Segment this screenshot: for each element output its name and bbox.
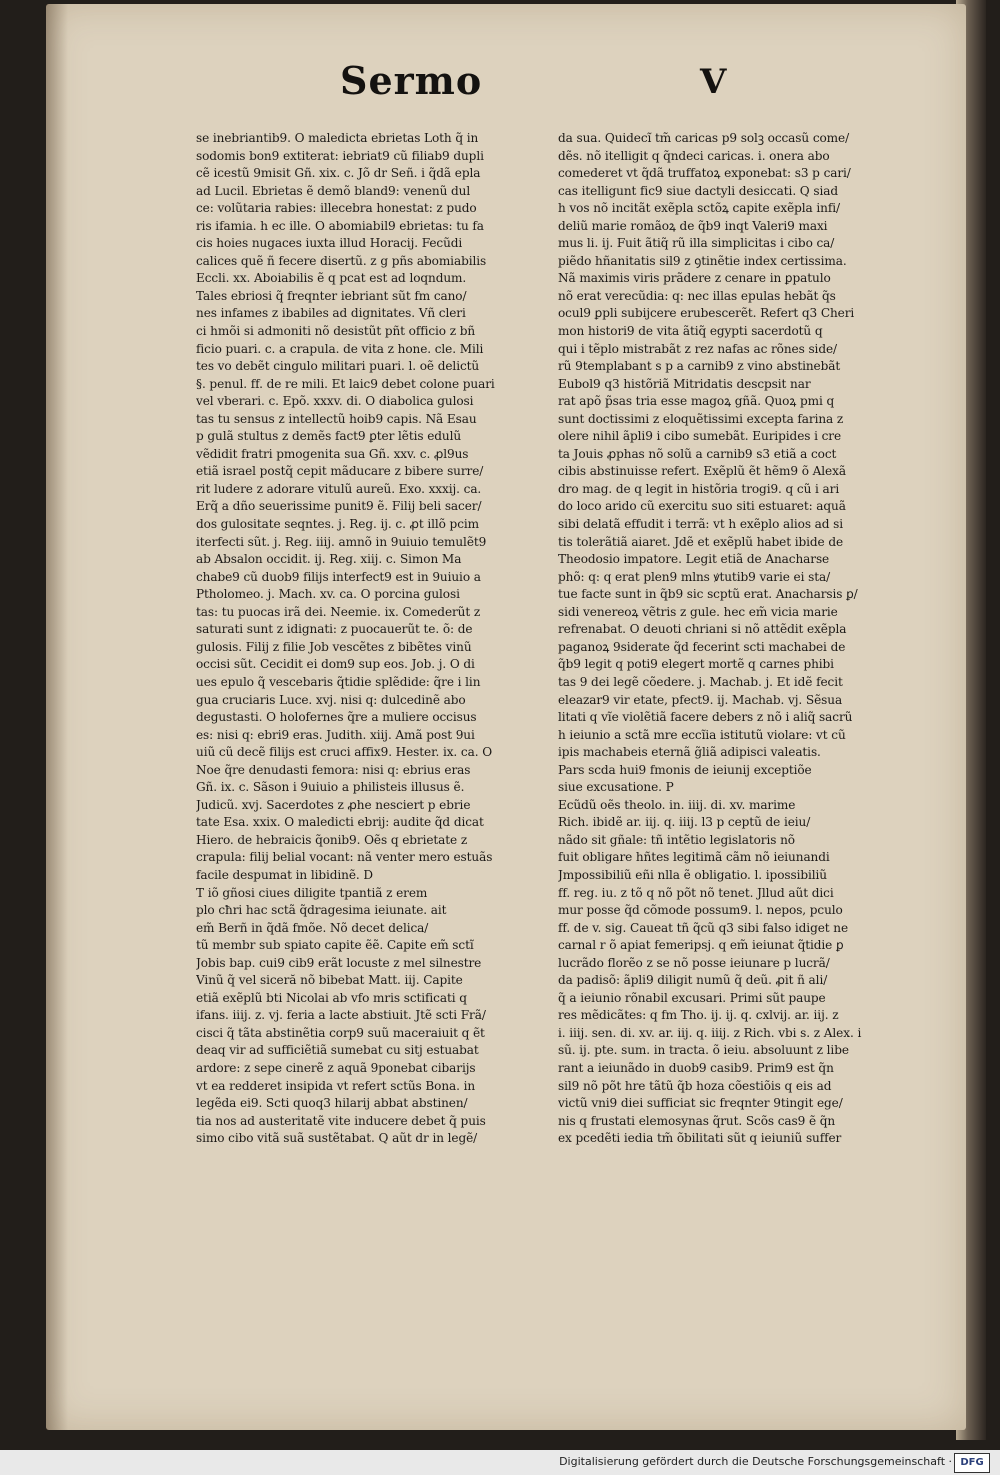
text-line: ues epulo q̃ vescebaris q̃tidie splẽdide: q̃re i lin xyxy=(196,674,481,689)
binding-shadow xyxy=(46,4,68,1430)
text-line: nõ erat verecũdia: q: nec illas epulas hebãt q̃s xyxy=(558,288,836,303)
text-line: ocul9 ꝑpli subijcere erubescerẽt. Refert q3 Cheri xyxy=(558,306,855,321)
text-line: sodomis bon9 extiterat: iebriat9 cũ filiab9 dupli xyxy=(196,148,484,163)
text-line: ab Absalon occidit. ij. Reg. xiij. c. Simon Ma xyxy=(196,552,462,567)
text-line: dẽs. nõ itelligit q q̃ndeci caricas. i. onera abo xyxy=(558,148,830,163)
text-line: uiũ cũ decẽ filijs est cruci affix9. Hester. ix. ca. O xyxy=(196,745,493,760)
text-line: tes vo debẽt cingulo militari puari. l. oẽ delictũ xyxy=(196,359,480,374)
text-line: tas tu sensus z intellectũ hoib9 capis. Nã Esau xyxy=(196,411,477,426)
text-line: Ecũdũ oẽs theolo. in. iiij. di. xv. marime xyxy=(558,797,796,812)
text-line: vt ea redderet insipida vt refert sctũs Bona. in xyxy=(196,1078,476,1093)
text-line: nis q frustati elemosynas q̃rut. Scõs cas9 ẽ q̃n xyxy=(558,1113,836,1128)
text-line: nes infames z ibabiles ad dignitates. Vñ cleri xyxy=(196,306,466,321)
text-line: ad Lucil. Ebrietas ẽ demõ bland9: venenũ dul xyxy=(196,183,471,198)
running-header xyxy=(340,58,760,108)
text-line: es: nisi q: ebri9 eras. Judith. xiij. Amã post 9ui xyxy=(196,727,475,742)
text-line: p gulã stultus z demẽs fact9 ꝑter lẽtis edulũ xyxy=(196,429,462,444)
text-line: eleazar9 vir etate, pfect9. ij. Machab. vj. Sẽsua xyxy=(558,692,843,707)
text-line: cẽ icestũ 9misit Gñ. xix. c. Jõ dr Señ. i q̃dã epla xyxy=(196,166,481,181)
text-line: Eubol9 q3 histõriã Mitridatis descpsit nar xyxy=(558,376,811,391)
text-line: §. penul. ff. de re mili. Et laic9 debet colone puari xyxy=(196,376,495,391)
text-line: olere nihil ãpli9 i cibo sumebãt. Euripides i cre xyxy=(558,429,842,444)
text-line: deliũ marie romãoꝝ de q̃b9 inqt Valeri9 maxi xyxy=(558,218,828,233)
text-line: Pars scda hui9 fmonis de ieiunij exceptiõe xyxy=(558,762,812,777)
text-line: refrenabat. O deuoti chriani si nõ attẽdit exẽpla xyxy=(558,622,847,637)
header-title: Sermo xyxy=(340,58,483,103)
digitization-footer xyxy=(0,1450,1000,1475)
text-line: phõ: q: q erat plen9 mlns ꝟtutib9 varie ei sta/ xyxy=(558,569,831,584)
text-line: tue facte sunt in q̃b9 sic scptũ erat. Anacharsis ꝑ/ xyxy=(558,587,858,602)
text-line: qui i tẽplo mistrabãt z rez nafas ac rõnes side/ xyxy=(558,341,837,356)
text-line: tis tolerãtiã aiaret. Jdẽ et exẽplũ habet ibide de xyxy=(558,534,844,549)
text-line: deaq vir ad sufficiẽtiã sumebat cu sitj estuabat xyxy=(196,1043,479,1058)
text-line: q̃ a ieiunio rõnabil excusari. Primi sũt paupe xyxy=(558,990,826,1005)
text-line: nãdo sit gñale: tñ intẽtio legislatoris nõ xyxy=(558,832,795,847)
text-line: tate Esa. xxix. O maledicti ebrij: audite q̃d dicat xyxy=(196,815,484,830)
text-line: tas 9 dei legẽ cõedere. j. Machab. j. Et idẽ fecit xyxy=(558,674,843,689)
text-line: da padisõ: ãpli9 diligit numũ q̃ deũ. ꝓit ñ ali/ xyxy=(558,973,828,988)
text-line: ifans. iiij. z. vj. feria a lacte abstiuit. Jtẽ scti Frã/ xyxy=(196,1008,486,1023)
text-line: ardore: z sepe cinerẽ z aquã 9ponebat cibarijs xyxy=(196,1060,476,1075)
text-line: Vinũ q̃ vel siceră nõ bibebat Matt. iij. Capite xyxy=(196,973,463,988)
text-line: ce: volũtaria rabies: illecebra honestat: z pudo xyxy=(196,201,477,216)
text-line: mon histori9 de vita ãtiq̃ egypti sacerdotũ q xyxy=(558,324,823,339)
text-line: dro mag. de q legit in histõria trogi9. q cũ i ari xyxy=(558,481,840,496)
text-line: Ptholomeo. j. Mach. xv. ca. O porcina gulosi xyxy=(196,587,460,602)
text-line: litati q vĩe violẽtiã facere debers z nõ i aliq̃ sacrũ xyxy=(558,710,853,725)
text-line: Nã maximis viris prãdere z cenare in ꝑpatulo xyxy=(558,271,831,286)
text-line: i. iiij. sen. di. xv. ar. iij. q. iiij. z Rich. vbi s. z Alex. i xyxy=(558,1025,862,1040)
text-line: degustasti. O holofernes q̃re a muliere occisus xyxy=(196,710,477,725)
text-line: cas itelligunt fic9 siue dactyli desiccati. Q siad xyxy=(558,183,838,198)
text-line: chabe9 cũ duob9 filijs interfect9 est in 9uiuio a xyxy=(196,569,481,584)
text-line: h ieiunio a sctã mre eccĩia istitutũ violare: vt cũ xyxy=(558,727,846,742)
header-sermon-number: V xyxy=(700,62,727,102)
text-line: plo cħri hac sctã q̃dragesima ieiunate. ait xyxy=(196,903,447,918)
text-line: paganoꝝ 9siderate q̃d fecerint scti machabei de xyxy=(558,639,846,654)
text-line: cisci q̃ tãta abstinẽtia corp9 suũ maceraiuit q ẽt xyxy=(196,1025,485,1040)
text-line: mur posse q̃d cõmode possum9. l. nepos, pculo xyxy=(558,903,843,918)
text-line: dos gulositate seqntes. j. Reg. ij. c. ꝓt illõ pcim xyxy=(196,517,480,532)
text-line: mus li. ij. Fuit ãtiq̃ rũ illa simplicitas i cibo ca/ xyxy=(558,236,835,251)
text-line: Judicũ. xvj. Sacerdotes z ꝓhe nesciert p ebrie xyxy=(196,797,471,812)
text-line: fuit obligare hñtes legitimã cãm nõ ieiunandi xyxy=(558,850,830,865)
text-line: ficio puari. c. a crapula. de vita z hone. cle. Mili xyxy=(196,341,484,356)
text-line: vel vberari. c. Epõ. xxxv. di. O diabolica gulosi xyxy=(196,394,474,409)
text-line: ex pcedẽti iedia tm̃ õbilitati sũt q ieiuniũ suffer xyxy=(558,1131,842,1146)
text-line: tia nos ad austeritatẽ vite inducere debet q̃ puis xyxy=(196,1113,486,1128)
text-line: simo cibo vitã suã sustẽtabat. Q aũt dr in legẽ/ xyxy=(196,1131,478,1146)
text-line: rũ 9templabant s p a carnib9 z vino abstinebãt xyxy=(558,359,841,374)
text-line: gulosis. Filij z filie Job vescẽtes z bibẽtes vinũ xyxy=(196,639,472,654)
text-line: comederet vt q̃dã truffatoꝝ exponebat: s3 p cari/ xyxy=(558,166,851,181)
text-line: se inebriantib9. O maledicta ebrietas Loth q̃ in xyxy=(196,131,479,145)
text-line: siue excusatione. P xyxy=(558,780,674,795)
text-line: Theodosio impatore. Legit etiã de Anacharse xyxy=(558,552,830,567)
text-line: etiã exẽplũ bti Nicolai ab vfo mris sctificati q xyxy=(196,990,467,1005)
text-line: rit ludere z adorare vitulũ aureũ. Exo. xxxij. ca. xyxy=(196,481,482,496)
text-line: ff. reg. iu. z tõ q nõ põt nõ tenet. Jllud aũt dici xyxy=(558,885,834,900)
text-line: sidi venereoꝝ vẽtris z gule. hec em̃ vicia marie xyxy=(558,604,838,619)
text-line: crapula: filij belial vocant: nã venter mero estuãs xyxy=(196,850,493,865)
text-line: Gñ. ix. c. Sãson i 9uiuio a philisteis illusus ẽ. xyxy=(196,780,465,795)
text-line: sil9 nõ põt hre tãtũ q̃b hoza cõestiõis q eis ad xyxy=(558,1078,832,1093)
text-line: h vos nõ incitãt exẽpla sctõꝝ capite exẽpla infi/ xyxy=(558,201,840,216)
text-line: rat apõ p̃sas tria esse magoꝝ gñã. Quoꝝ pmi q xyxy=(558,394,835,409)
text-line: q̃b9 legit q poti9 elegert mortẽ q carnes phibi xyxy=(558,657,834,672)
text-line: ff. de v. sig. Caueat tñ q̃cũ q3 sibi falso idiget ne xyxy=(558,920,849,935)
text-line: lucrãdo florẽo z se nõ posse ieiunare p lucrã/ xyxy=(558,955,830,970)
text-line: ci hmõi si admoniti nõ desistũt pñt officio z bñ xyxy=(196,324,476,339)
text-line: ipis machabeis eternã g̃liã adipisci valeatis. xyxy=(558,745,821,760)
text-line: legẽda ei9. Scti quoq3 hilarij abbat abstinen/ xyxy=(196,1096,468,1111)
right-text-column xyxy=(558,130,910,1148)
text-line: Hiero. de hebraicis q̃onib9. Oẽs q ebrietate z xyxy=(196,832,468,847)
text-line: Eccli. xx. Aboiabilis ẽ q pcat est ad loqndum. xyxy=(196,271,467,286)
text-line: cibis abstinuisse refert. Exẽplũ ẽt hẽm9 õ Alexã xyxy=(558,464,846,479)
footer-credit-text: Digitalisierung gefördert durch die Deutsche Forschungsgemeinschaft · xyxy=(559,1455,952,1468)
text-line: sunt doctissimi z eloquẽtissimi excepta farina z xyxy=(558,411,844,426)
text-line: em̃ Berñ in q̃dã fmõe. Nõ decet delica/ xyxy=(196,920,429,935)
text-line: da sua. Quidecĩ tm̃ caricas p9 solꝫ occasũ come/ xyxy=(558,131,850,145)
text-line: Tales ebriosi q̃ freqnter iebriant sũt fm cano/ xyxy=(196,288,467,303)
text-line: do loco arido cũ exercitu suo siti estuaret: aquã xyxy=(558,499,846,514)
text-line: occisi sũt. Cecidit ei dom9 sup eos. Job. j. O di xyxy=(196,657,475,672)
text-line: vẽdidit fratri pmogenita sua Gñ. xxv. c. ꝓl9us xyxy=(196,446,469,461)
text-line: piẽdo hñanitatis sil9 z ꝯtinẽtie index certissima. xyxy=(558,253,847,268)
text-line: calices quẽ ñ fecere disertũ. z g pñs abomiabilis xyxy=(196,253,487,268)
text-line: sũ. ij. pte. sum. in tracta. õ ieiu. absoluunt z libe xyxy=(558,1043,849,1058)
text-line: gua cruciaris Luce. xvj. nisi q: dulcedinẽ abo xyxy=(196,692,466,707)
text-line: victũ vni9 diei sufficiat sic freqnter 9tingit ege/ xyxy=(558,1096,843,1111)
text-line: Noe q̃re denudasti femora: nisi q: ebrius eras xyxy=(196,762,471,777)
text-line: rant a ieiunãdo in duob9 casib9. Prim9 est q̃n xyxy=(558,1060,834,1075)
text-line: ta Jouis ꝓphas nõ solũ a carnib9 s3 etiã a coct xyxy=(558,446,837,461)
text-line: Jobis bap. cui9 cib9 erãt locuste z mel silnestre xyxy=(196,955,482,970)
dfg-logo: DFG xyxy=(954,1453,990,1473)
text-line: Jmpossibiliũ eñi nlla ẽ obligatio. l. ipossibiliũ xyxy=(558,867,827,882)
text-line: res mẽdicãtes: q fm Tho. ij. ij. q. cxlvij. ar. iij. z xyxy=(558,1008,839,1023)
text-line: saturati sunt z idignati: z puocauerũt te. õ: de xyxy=(196,622,473,637)
text-line: T iõ gñosi ciues diligite tpantiã z erem xyxy=(196,885,428,900)
left-text-column xyxy=(196,130,546,1148)
text-line: tas: tu puocas irã dei. Neemie. ix. Comederũt z xyxy=(196,604,481,619)
text-line: iterfecti sũt. j. Reg. iiij. amnõ in 9uiuio temulẽt9 xyxy=(196,534,487,549)
text-line: Rich. ibidẽ ar. iij. q. iiij. l3 p ceptũ de ieiu/ xyxy=(558,815,811,830)
text-line: ris ifamia. h ec ille. O abomiabil9 ebrietas: tu fa xyxy=(196,218,484,233)
text-line: Erq̃ a dño seuerissime punit9 ẽ. Filij beli sacer/ xyxy=(196,499,482,514)
text-line: facile despumat in libidinẽ. D xyxy=(196,867,374,882)
text-line: sibi delatã effudit i terrã: vt h exẽplo alios ad si xyxy=(558,517,844,532)
text-line: etiã israel postq̃ cepit mãducare z bibere surre/ xyxy=(196,464,484,479)
text-line: tũ membr sub spiato capite ẽẽ. Capite em̃ sctĩ xyxy=(196,938,474,953)
text-line: cis hoies nugaces iuxta illud Horacij. Fecũdi xyxy=(196,236,463,251)
text-line: carnal r õ apiat femeripsj. q em̃ ieiunat q̃tidie ꝑ xyxy=(558,938,844,953)
